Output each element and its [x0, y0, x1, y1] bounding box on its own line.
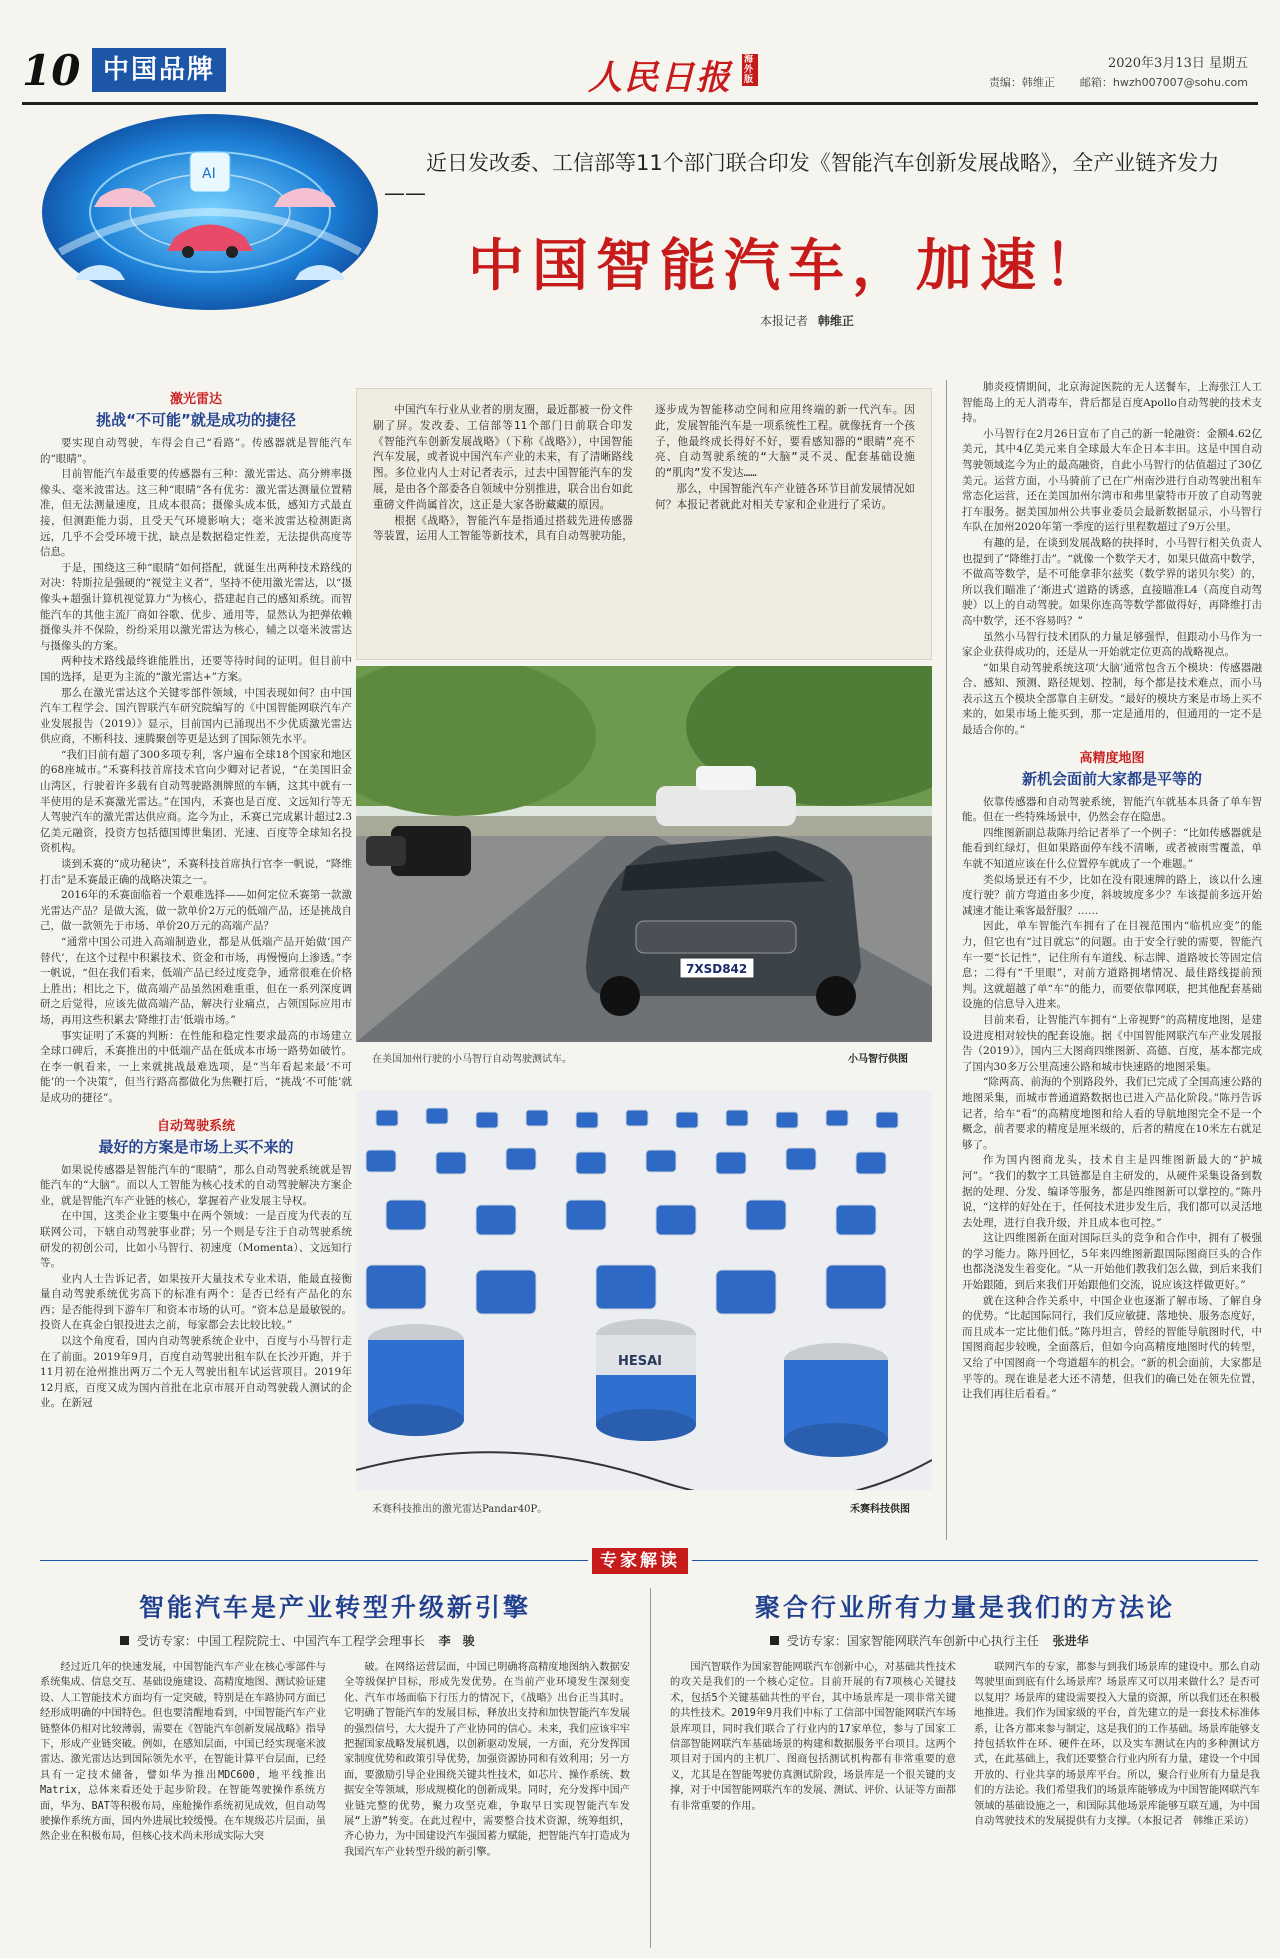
svg-text:AI: AI [202, 166, 216, 182]
car-photo-caption: 在美国加州行驶的小马智行自动驾驶测试车。 [372, 1054, 572, 1065]
expert-divider [650, 1588, 651, 1948]
column-rule [946, 380, 947, 1540]
paragraph: 破。在网络运营层面，中国已明确将高精度地图纳入数据安全等级保护目标，形成先发优势。在当前产业环境发生深刻变化、汽车市场面临下行压力的情况下，《战略》出台正当其时。它明确了智能汽车的发展目标，释放出支持和加快智能汽车发展的强烈信号，大大提升了产业协同的信心。未来，我们应该牢牢把握国家战略发展机遇，以创新驱动发展，一方面，充分发挥国家制度优势和政策引导优势，加强资源协同和有效利用；另一方面，要激励引导企业围绕关键共性技术，如芯片、操作系统、数据安全等领域，形成规模化的创新成果。同时，充分发挥中国产业链完整的优势，聚力攻坚克难，争取早日实现智能汽车发展“上游”转变。在此过程中，需要整合技术资源，统筹组织，齐心协力，为中国建设汽车强国蓄力赋能，把智能汽车打造成为我国汽车产业转型升级的新引擎。 [344, 1662, 630, 1858]
byline [760, 312, 854, 329]
paragraph: 就在这种合作关系中，中国企业也逐渐了解市场、了解自身的优势。“比起国际同行，我们反应敏捷、落地快、服务态度好，而且成本一定比他们低。”陈丹坦言，曾经的智能导航图时代，中国图商起步较晚，全面落后，但如今向高精度地图时代的转型，又给了中国图商一个弯道超车的机会。“新的机会面前，大家都是平等的。现在谁是老大还不清楚，但我们的确已处在领先位置，让我们再往后看看。” [962, 1294, 1262, 1401]
column-right [962, 380, 1262, 1552]
expert-right-line [770, 1632, 1089, 1649]
paragraph: 类似场景还有不少，比如在没有限速牌的路上，该以什么速度行驶？前方弯道由多少度，斜坡坡度多少？车该提前多远开始减速才能让乘客最舒服？…… [962, 873, 1262, 917]
paragraph: 根据《战略》，智能汽车是指通过搭载先进传感器等装置，运用人工智能等新技术，具有自动驾驶功能，逐步成为智能移动空间和应用终端的新一代汽车。因此，发展智能汽车是一项系统性工程。就像抚育一个孩子，他最终成长得好不好，要看感知器的“眼睛”亮不亮、自动驾驶系统的“大脑”灵不灵、配套基础设施的“肌肉”发不发达…… [373, 404, 915, 543]
expert-left-name: 李 骏 [438, 1634, 475, 1648]
section-label-lidar: 激光雷达 [169, 392, 222, 407]
hero-illustration [40, 112, 380, 312]
paragraph: 依靠传感器和自动驾驶系统，智能汽车就基本具备了单车智能。但在一些特殊场景中，仍然会存在隐患。 [962, 795, 1262, 824]
lidar-photo-credit: 禾赛科技供图 [850, 1504, 910, 1515]
expert-right-body [670, 1660, 1260, 1950]
paragraph: 肺炎疫情期间，北京海淀医院的无人送餐车，上海张江人工智能岛上的无人消毒车，背后都是百度Apollo自动驾驶的技术支持。 [962, 381, 1262, 425]
paragraph: 虽然小马智行技术团队的力量足够强悍，但跟动小马作为一家企业获得成功的，还是从一开始就定位更高的战略视点。 [962, 630, 1262, 659]
paragraph: 事实证明了禾赛的判断：在性能和稳定性要求最高的市场建立全球口碑后，禾赛推出的中低端产品在低成本市场一路势如破竹。在李一帆看来，一上来就挑战最难选项，是“当年看起来最‘不可能’的一个决策”，但当行路高都做化为焦鞭打后，“挑战‘不可能’就是成功的捷径”。 [40, 1029, 352, 1104]
paragraph: “通常中国公司进入高端制造业，都是从低端产品开始做‘国产替代’，在这个过程中积累技术、资金和市场，再慢慢向上渗透。”李一帆说，“但在我们看来，低端产品已经过度竞争，通常很难在价格上胜出；相比之下，做高端产品虽然困难重重，但在一系列深度调研之后觉得，应该先做高端产品，解决行业痛点，占领国际应用市场，再用这些积累去‘降维打击’低端市场。” [40, 936, 352, 1026]
square-bullet-icon [120, 1636, 129, 1645]
paragraph: 联网汽车的专家，都参与到我们场景库的建设中。那么自动驾驶里面到底有什么场景库？场景库又可以用来做什么？是否可以复用？场景库的建设需要投入大量的资源，所以我们还在积极地推进。我们作为国家级的平台，首先建立的是一套技术标准体系，让各方都来参与制定，这是我们的工作基础。场景库能够支持包括软件在环、硬件在环，以及实车测试在内的多种测试方式，在此基础上，我们还要整合行业内所有力量，建设一个中国开放的、行业共享的场景库平台。所以，聚合行业所有力量是我们的方法论。我们希望我们的场景库能够成为中国智能网联汽车领域的基础设施之一，和国际其他场景库能够互联互通，为中国自动驾驶技术的发展提供有力支撑。（本报记者 韩维正采访） [974, 1662, 1260, 1828]
paragraph: 经过近几年的快速发展，中国智能汽车产业在核心零部件与系统集成、信息交互、基础设施建设、高精度地图、测试验证建设、人工智能技术方面均有一定突破，特别是在车路协同方面已经形成明确的中国特色。但也要清醒地看到，中国智能汽车产业链整体仍相对比较薄弱，需要在《智能汽车创新发展战略》指导下，形成产业链突破。例如，在感知层面，中国已经实现毫米波雷达、激光雷达达到国际领先水平，在智能计算平台层面，已经具有一定技术储备，譬如华为推出MDC600，地平线推出Matrix，总体来看还处于起步阶段。在智能驾驶操作系统方面，华为、BAT等积极布局，座舱操作系统初见成效，但自动驾驶操作系统方面，国内外进展比较缓慢。在车规级芯片层面，虽然企业在积极布局，但核心技术尚未形成实际大突 [40, 1662, 326, 1843]
section-title-hdmap: 新机会面前大家都是平等的 [1021, 769, 1202, 788]
page-number: 10 [22, 46, 81, 95]
paragraph: 中国汽车行业从业者的朋友圈，最近都被一份文件刷了屏。发改委、工信部等11个部门日前联合印发《智能汽车创新发展战略》（下称《战略》），中国智能汽车发展，或者说中国汽车产业的未来，有了清晰路线图。多位业内人士对记者表示，过去中国智能汽车的发展，是由各个部委各自领域中分别推进，联合出台如此重磅文件尚属首次，这正是大家各盼藏藏的原因。 [373, 404, 633, 511]
column-left [40, 388, 352, 1548]
expert-left-body [40, 1660, 630, 1950]
paragraph: 四维图新副总裁陈丹给记者举了一个例子：“比如传感器就是能看到红绿灯，但如果路面停车线不清晰，或者被雨雪覆盖，单车就不知道应该在什么位置停车就成了一个难题。” [962, 826, 1262, 871]
paragraph: 那么在激光雷达这个关键零部件领域，中国表现如何？由中国汽车工程学会、国汽智联汽车研究院编写的《中国智能网联汽车产业发展报告（2019）》显示，目前国内已涌现出不少优质激光雷达供应商，不断科技、速腾聚创等更是达到了国际领先水平。 [40, 686, 352, 746]
expert-left-line [120, 1632, 475, 1649]
paragraph: 有趣的是，在谈到发展战略的抉择时，小马智行相关负责人也提到了“降维打击”。“就像一个数学天才，如果只做高中数学，不做高等数学，是不可能拿菲尔兹奖（数学界的诺贝尔奖）的，所以我们瞄准了‘渐进式’道路的诱惑，直接瞄准L4（高度自动驾驶）以上的自动驾驶。如果你连高等数学都做得好，再降维打击高中数学，还不容易吗？” [962, 536, 1262, 627]
headline-kicker: 近日发改委、工信部等11个部门联合印发《智能汽车创新发展战略》，全产业链齐发力—— [384, 151, 1220, 205]
car-photo-credit: 小马智行供图 [848, 1054, 908, 1065]
lidar-photo-caption: 禾赛科技推出的激光雷达Pandar40P。 [372, 1504, 548, 1515]
paragraph: 2016年的禾赛面临着一个艰难选择——如何定位禾赛第一款激光雷达产品？是做大流，做一款单价2万元的低端产品，还是挑战自己，做一款领先于市场、单价20万元的高端产品？ [40, 889, 352, 933]
expert-left-title: 智能汽车是产业转型升级新引擎 [138, 1593, 531, 1622]
paragraph: 目前来看，让智能汽车拥有“上帝视野”的高精度地图，是建设进度相对较快的配套设施。据《中国智能网联汽车产业发展报告（2019）》，国内三大图商四维图新、高德、百度，基本都完成了国内30多万公里高速公路和城市快速路的地图采集。 [962, 1013, 1262, 1073]
editor: 责编：韩维正 [988, 76, 1055, 89]
paragraph: 这让四维图新在面对国际巨头的竞争和合作中，拥有了极强的学习能力。陈丹回忆，5年来四维图新跟国际图商巨头的合作也都浇浇发生着变化。“从一开始他们教我们怎么做，到后来我们开始跟随，到后来我们开始跟他们交流，说应该这样做更好。” [962, 1232, 1262, 1292]
expert-right-name: 张进华 [1052, 1634, 1089, 1648]
band-rule-right [692, 1560, 1258, 1561]
expert-left-affiliation: 受访专家：中国工程院院士、中国汽车工程学会理事长 [136, 1634, 425, 1648]
square-bullet-icon [770, 1636, 779, 1645]
expert-band-label: 专家解读 [592, 1548, 688, 1574]
paragraph: 作为国内图商龙头，技术自主是四维图新最大的“护城河”。“我们的数字工具链都是自主研发的，从硬件采集设备到数据的处理、分发、编译等服务，都是四维图新可以掌控的。”陈丹说，“这样的好处在于，任何技术进步发生后，我们都可以灵活地去处理，进行自我升级，并且成本也可控。” [962, 1154, 1262, 1229]
headline-title: 中国智能汽车，加速！ [468, 234, 1108, 299]
paragraph: 业内人士告诉记者，如果按开大量技术专业术语，能最直接衡量自动驾驶系统优劣高下的标准有两个：是否已经有产品化的东西；是否能得到下游车厂和资本市场的认可。“资本总是最敏锐的。投资人在真金白银投进去之前，每家都会去比较比较。” [40, 1272, 352, 1332]
paragraph: 于是，围绕这三种“眼睛”如何搭配，就诞生出两种技术路线的对决：特斯拉是强硬的“视觉主义者”，坚持不使用激光雷达，以“摄像头+超强计算机视觉算力”为核心，搭建起自己的感知系统。而智能汽车的其他主流厂商如谷歌、优步、通用等，显然认为把弹依赖摄像头并不保险，纷纷采用以激光雷达为核心，辅之以毫米波雷达与摄像头的方案。 [40, 561, 352, 652]
car-photo [356, 666, 932, 1042]
paragraph: “除两高、前海的个别路段外，我们已完成了全国高速公路的地图采集，而城市普通道路数据也已进入产品化阶段。”陈丹告诉记者，给车“看”的高精度地图和给人看的导航地图完全不是一个概念，前者要求的精度是厘米级的，后者的精度在10米左右就足够了。 [962, 1076, 1262, 1151]
byline-prefix: 本报记者 [760, 314, 809, 328]
editor-line [989, 74, 1248, 90]
paragraph: “我们目前有超了300多项专利，客户遍布全球18个国家和地区的68座城市。”禾赛科技首席技术官向少卿对记者说，“在美国旧金山湾区，行驶着许多载有自动驾驶路测牌照的车辆，这其中就有一半使用的是禾赛激光雷达。”在国内，禾赛也是百度、文远知行等无人驾驶汽车的激光雷达供应商。迄今为止，禾赛已完成累计超过2.3亿美元融资，投资方包括德国博世集团、光速、百度等全球知名投资机构。 [40, 748, 352, 855]
intro-box [356, 388, 932, 660]
lidar-photo [356, 1090, 932, 1490]
paragraph: 以这个角度看，国内自动驾驶系统企业中，百度与小马智行走在了前面。2019年9月，百度自动驾驶出租车队在长沙开跑，并于11月初在沧州推出两万二个无人驾驶出租车试运营项目。2019年12月底，百度又成为国内首批在北京市展开自动驾驶载人测试的企业。在新冠 [40, 1335, 352, 1410]
paper-name-logo: 人民日报 [588, 58, 732, 98]
email: 邮箱：hwzh007007@sohu.com [1079, 76, 1248, 89]
section-label-hdmap: 高精度地图 [1079, 750, 1145, 766]
paragraph: 要实现自动驾驶，车得会自己“看路”。传感器就是智能汽车的“眼睛”。 [40, 437, 352, 465]
paragraph: “如果自动驾驶系统这项‘大脑’通常包含五个模块：传感器融合、感知、预测、路径规划、控制，每个都是技术难点，而小马表示这五个模块全部靠自主研发。“最好的模块方案是市场上买不来的，如果市场上能买到，那一定是通用的，但通用的一定不是最适合你的。” [962, 661, 1262, 737]
paragraph: 如果说传感器是智能汽车的“眼睛”，那么自动驾驶系统就是智能汽车的“大脑”。而以人工智能为核心技术的自动驾驶解决方案企业，就是智能汽车产业链的核心，掌握着产业发展主导权。 [40, 1163, 352, 1207]
expert-right-affiliation: 受访专家：国家智能网联汽车创新中心执行主任 [786, 1634, 1039, 1648]
masthead [22, 40, 1258, 102]
edition-tag: 海外版 [742, 54, 758, 86]
paragraph: 谈到禾赛的“成功秘诀”，禾赛科技首席执行官李一帆说，“降维打击”是禾赛最正确的战略决策之一。 [40, 858, 352, 886]
byline-name: 韩维正 [817, 314, 854, 328]
paragraph: 在中国，这类企业主要集中在两个领域：一是百度为代表的互联网公司，下辖自动驾驶事业群；另一个则是专注于自动驾驶系统研发的初创公司，比如小马智行、初速度（Momenta）、文远知行等。 [40, 1210, 352, 1270]
band-rule-left [40, 1560, 588, 1561]
section-title-adas: 最好的方案是市场上买不来的 [98, 1137, 294, 1156]
paragraph: 因此，单车智能汽车拥有了在目视范围内“临机应变”的能力，但它也有“过目就忘”的问题。由于安全行驶的需要，智能汽车一要“长记性”，记住所有车道线、标志牌、道路坡长等固定信息；二得有“千里眼”，对前方道路拥堵情况、最佳路线提前预判。这就超越了单“车”的能力，而要依靠网联，把其他配套基础设施的信息导入进来。 [962, 920, 1262, 1011]
license-plate: 7XSD842 [686, 962, 748, 976]
paragraph: 小马智行在2月26日宣布了自己的新一轮融资：金额4.62亿美元，其中4亿美元来自全球最大车企日本丰田。这是中国自动驾驶领域迄今为止的最高融资，自此小马智行的估值超过了30亿美元。运营方面，小马骑前了已在广州南沙进行自动驾驶出租车常态化运营，还在美国加州尔湾市和弗里蒙特市开放了自动驾驶打车服务。据美国加州公共事业委员会最新数据显示，小马智行车队在加州2020年第一季度的运行里程数超过了9万公里。 [962, 427, 1262, 534]
masthead-rule [22, 102, 1258, 105]
section-label-adas: 自动驾驶系统 [156, 1118, 235, 1134]
issue-date: 2020年3月13日 星期五 [1107, 56, 1248, 71]
expert-right-title: 聚合行业所有力量是我们的方法论 [754, 1593, 1175, 1622]
paragraph: 两种技术路线最终谁能胜出，还要等待时间的证明。但目前中国的选择，是更为主流的“激光雷达+”方案。 [40, 655, 352, 683]
paragraph: 国汽智联作为国家智能网联汽车创新中心，对基础共性技术的攻关是我们的一个核心定位。目前开展的有7项核心关键技术，包括5个关键基础共性的平台，其中场景库是一项非常关键的共性技术。2019年9月我们中标了工信部中国智能网联汽车场景库项目，同时我们联合了行业内的17家单位，参与了国家工信部智能网联汽车基础场景的构建和数据服务平台项目。这两个项目对于国内的主机厂、图商包括测试机构都有非常重要的意义，尤其是在智能驾驶仿真测试阶段，场景库是一个很关键的支撑，对于中国智能网联汽车的发展、测试、评价、认证等方面都有非常重要的作用。 [670, 1662, 956, 1812]
paragraph: 那么，中国智能汽车产业链各环节目前发展情况如何？本报记者就此对相关专家和企业进行了采访。 [655, 482, 915, 511]
brand-label: HESAI [618, 1354, 663, 1369]
section-tag: 中国品牌 [92, 48, 226, 92]
section-title-lidar: 挑战“不可能”就是成功的捷径 [96, 411, 296, 429]
paragraph: 目前智能汽车最重要的传感器有三种：激光雷达、高分辨率摄像头、毫米波雷达。这三种“眼睛”各有优劣：激光雷达测量位置精准，但无法测量速度，且成本很高；摄像头成本低，感知方式最直接，但测距能力弱，且受天气环境影响大；毫米波雷达检测距离远，几乎不会受环境干扰，缺点是数据稳定性差，无法提供高度等信息。 [40, 468, 352, 559]
